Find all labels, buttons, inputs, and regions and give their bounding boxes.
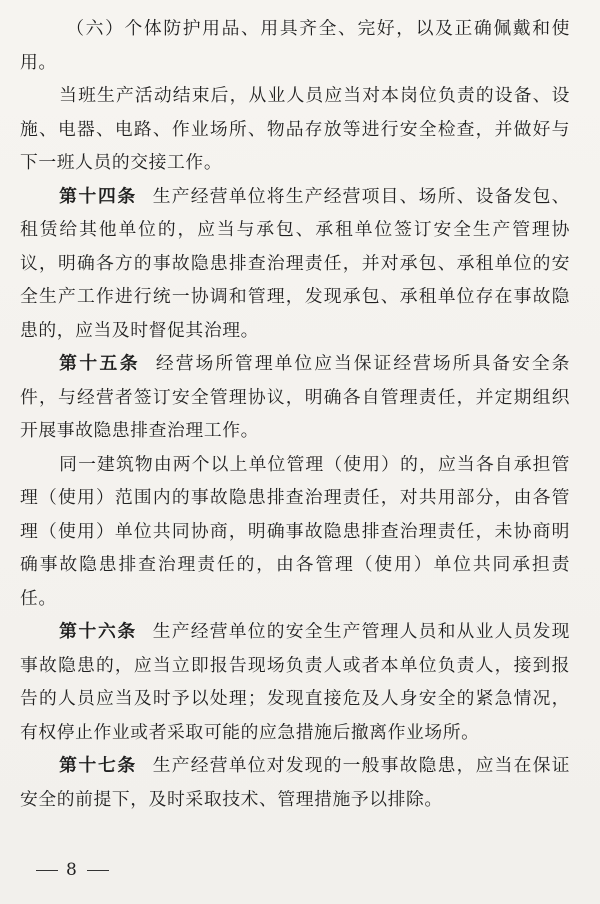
paragraph-text: 生产经营单位将生产经营项目、场所、设备发包、租赁给其他单位的，应当与承包、承租单位签订安全生产管理协议，明确各方的事故隐患排查治理责任，并对承包、承租单位的安全生产工作进行统一协调和管理，发现承包、承租单位存在事故隐患的，应当及时督促其治理。 (20, 185, 570, 341)
paragraph-handover (20, 79, 570, 180)
page-footer (28, 860, 117, 880)
page-number: 8 (66, 860, 79, 880)
paragraph-text: 经营场所管理单位应当保证经营场所具备安全条件，与经营者签订安全管理协议，明确各自管理责任，并定期组织开展事故隐患排查治理工作。 (20, 353, 570, 441)
body-text (20, 12, 570, 816)
paragraph-text: 生产经营单位对发现的一般事故隐患，应当在保证安全的前提下，及时采取技术、管理措施予以排除。 (20, 755, 570, 810)
article-15 (20, 347, 570, 448)
article-16 (20, 615, 570, 749)
paragraph-text: 生产经营单位的安全生产管理人员和从业人员发现事故隐患的，应当立即报告现场负责人或者本单位负责人，接到报告的人员应当及时予以处理；发现直接危及人身安全的紧急情况，有权停止作业或者采取可能的应急措施后撤离作业场所。 (20, 621, 570, 743)
paragraph-text: （六）个体防护用品、用具齐全、完好，以及正确佩戴和使用。 (20, 18, 570, 73)
paragraph-text: 同一建筑物由两个以上单位管理（使用）的，应当各自承担管理（使用）范围内的事故隐患排查治理责任，对共用部分，由各管理（使用）单位共同协商，明确事故隐患排查治理责任，未协商明确事故隐患排查治理责任的，由各管理（使用）单位共同承担责任。 (20, 453, 570, 609)
paragraph-item-6 (20, 12, 570, 79)
article-14 (20, 180, 570, 348)
article-heading: 第十六条 (59, 621, 137, 642)
paragraph-shared-building (20, 448, 570, 616)
article-heading: 第十五条 (59, 353, 140, 374)
article-heading: 第十七条 (59, 755, 137, 776)
footer-dash-right (87, 870, 109, 871)
article-17 (20, 749, 570, 816)
footer-dash-left (36, 870, 58, 871)
article-heading: 第十四条 (59, 185, 137, 207)
paragraph-text: 当班生产活动结束后，从业人员应当对本岗位负责的设备、设施、电器、电路、作业场所、物品存放等进行安全检查，并做好与下一班人员的交接工作。 (20, 85, 570, 173)
